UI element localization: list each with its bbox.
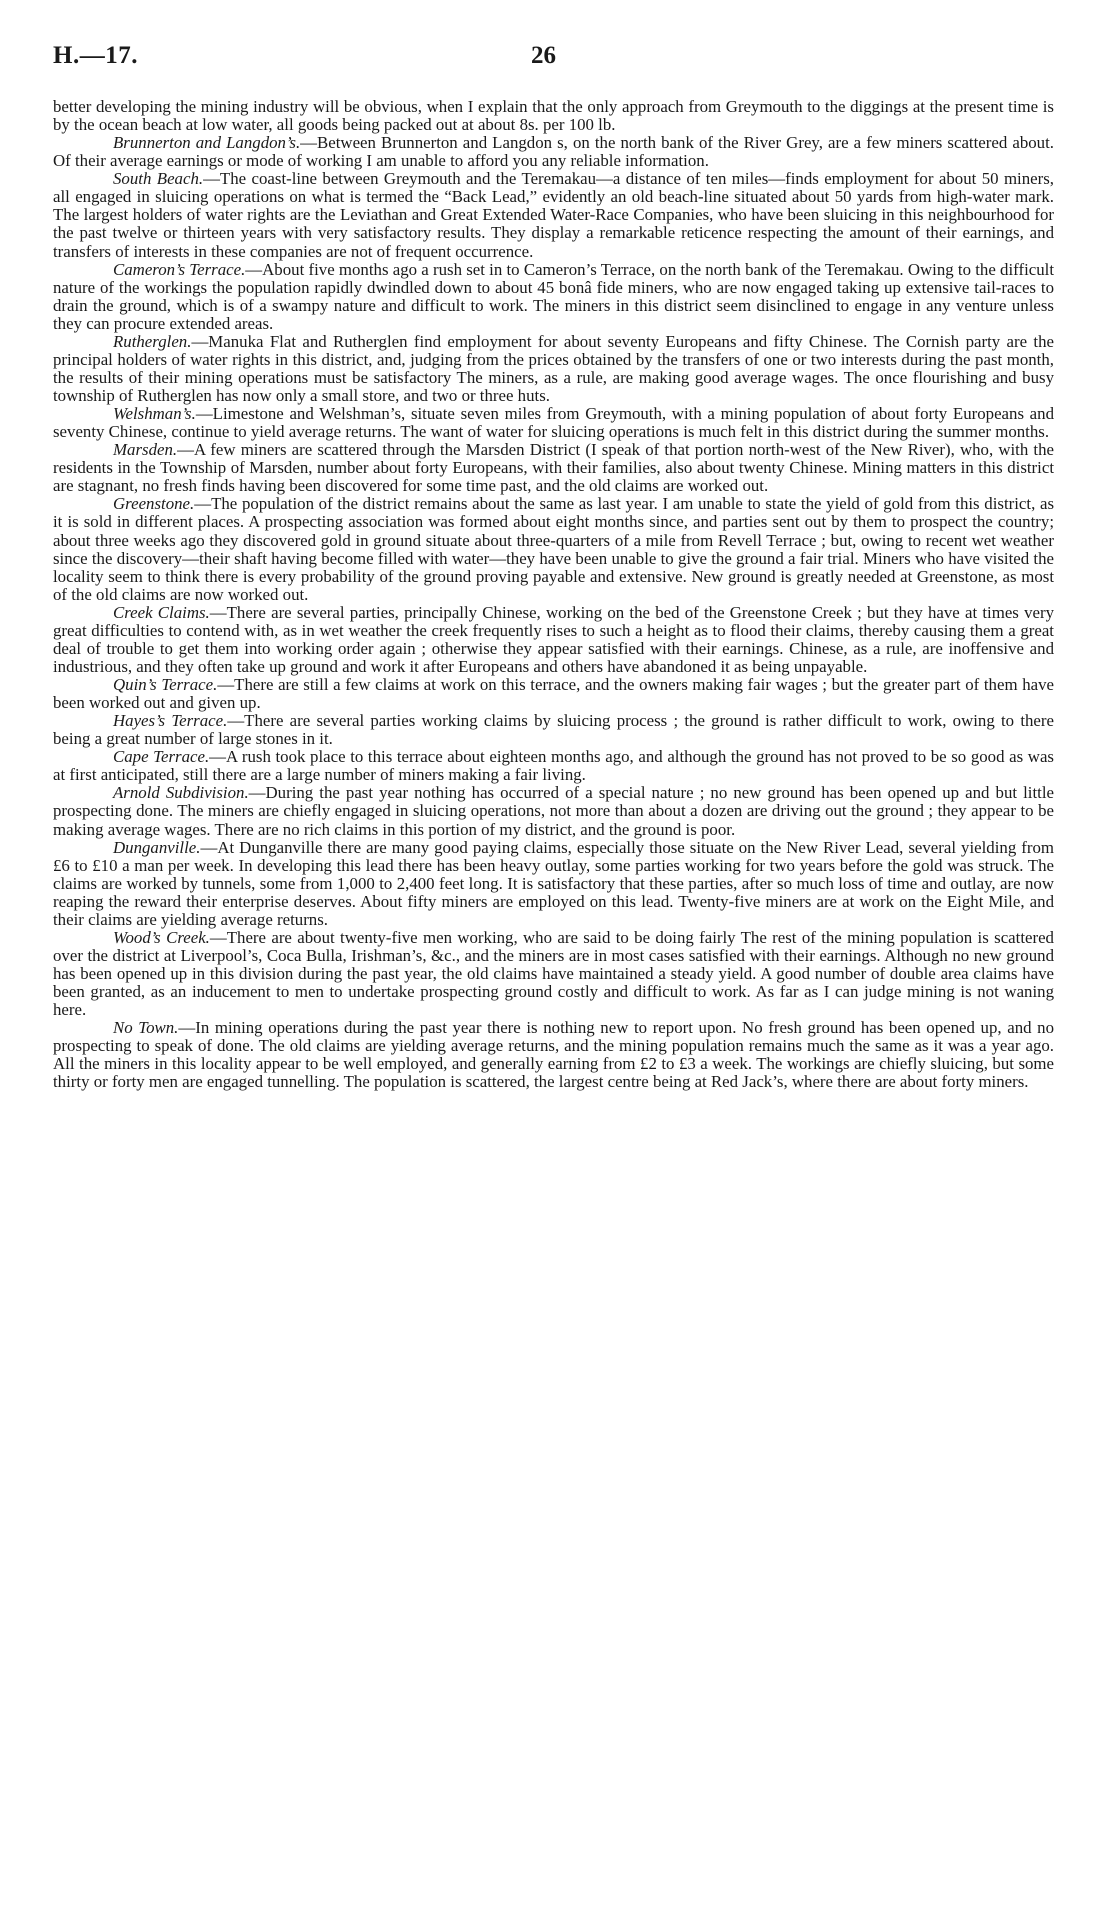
- section-heading: Cameron’s Terrace.: [113, 259, 246, 279]
- section-south-beach: [53, 170, 1054, 260]
- page-header: [53, 0, 1054, 80]
- section-heading: Dunganville.: [113, 837, 201, 857]
- section-text: —A rush took place to this terrace about eighteen months ago, and although the ground has not proved to be so good as was at first anticipated, still there are a large number of miners making a fair living.: [53, 747, 1054, 785]
- section-heading: Welshman’s.: [113, 404, 196, 424]
- section-dunganville: [53, 839, 1054, 929]
- section-woods-creek: [53, 929, 1054, 1019]
- section-heading: Wood’s Creek.: [113, 927, 210, 947]
- section-greenstone: [53, 495, 1054, 603]
- section-text: —Between Brunnerton and Langdon s, on the north bank of the River Grey, are a few miners scattered about. Of their average earnings or mode of working I am unable to afford you any reliable information.: [53, 133, 1054, 171]
- section-text: —There are several parties working claims by sluicing process ; the ground is rather difficult to work, owing to there being a great number of large stones in it.: [53, 711, 1054, 749]
- section-camerons-terrace: [53, 261, 1054, 333]
- section-text: —Manuka Flat and Rutherglen find employment for about seventy Europeans and fifty Chinese. The Cornish party are the principal holders of water rights in this district, and, judging from the prices obtained by the transfers of one or two interests during the past month, the results of their mining operations must be satisfactory The miners, as a rule, are making good average wages. The once flourishing and busy township of Rutherglen has now only a small store, and two or three huts.: [53, 331, 1054, 405]
- section-rutherglen: [53, 333, 1054, 405]
- paragraph-continuation: [53, 98, 1054, 134]
- section-quins-terrace: [53, 676, 1054, 712]
- section-text: —Limestone and Welshman’s, situate seven miles from Greymouth, with a mining population of about forty Europeans and seventy Chinese, continue to yield average returns. The want of water for sluicing operations is much felt in this district during the summer months.: [53, 404, 1054, 442]
- section-text: —The coast-line between Greymouth and the Teremakau—a distance of ten miles—finds employment for about 50 miners, all engaged in sluicing operations on what is termed the “Back Lead,” evidently an old beach-line situated about 50 yards from high-water mark. The largest holders of water rights are the Leviathan and Great Extended Water-Race Companies, who have been sluicing in this neighbourhood for the past twelve or thirteen years with very satisfactory results. They display a remarkable reticence respecting the amount of their earnings, and transfers of interests in these companies are not of frequent occurrence.: [53, 169, 1055, 261]
- section-heading: South Beach.: [113, 169, 204, 189]
- section-brunnerton: [53, 134, 1054, 170]
- section-text: —A few miners are scattered through the Marsden District (I speak of that portion north-west of the New River), who, with the residents in the Township of Marsden, number about forty Europeans, with their families, also about twenty Chinese. Mining matters in this district are stagnant, no fresh finds having been discovered for some time past, and the old claims are worked out.: [53, 440, 1054, 496]
- section-text: —There are several parties, principally Chinese, working on the bed of the Greenstone Creek ; but they have at times very great difficulties to contend with, as in wet weather the creek frequently rises to such a height as to flood their claims, thereby causing them a great deal of trouble to get them into working order again ; otherwise they appear satisfied with their earnings. Chinese, as a rule, are inoffensive and industrious, and they often take up ground and work it after Europeans and others have abandoned it as being unpayable.: [53, 602, 1054, 676]
- section-heading: Greenstone.: [113, 494, 195, 514]
- document-page: [53, 0, 1055, 1092]
- section-heading: Hayes’s Terrace.: [113, 711, 228, 731]
- section-heading: No Town.: [113, 1018, 179, 1038]
- section-text: —During the past year nothing has occurred of a special nature ; no new ground has been opened up and but little prospecting done. The miners are chiefly engaged in sluicing operations, not more than about a dozen are driving out the ground ; they appear to be making average wages. There are no rich claims in this portion of my district, and the ground is poor.: [53, 783, 1054, 839]
- section-text: —There are still a few claims at work on this terrace, and the owners making fair wages ; but the greater part of them have been worked out and given up.: [53, 675, 1054, 713]
- section-hayess-terrace: [53, 712, 1054, 748]
- document-body: [53, 98, 1054, 1091]
- section-no-town: [53, 1019, 1054, 1091]
- section-text: —In mining operations during the past year there is nothing new to report upon. No fresh ground has been opened up, and no prospecting to speak of done. The old claims are yielding average returns, and the mining population remains much the same as it was a year ago. All the miners in this locality appear to be well employed, and generally earning from £2 to £3 a week. The workings are chiefly sluicing, but some thirty or forty men are engaged tunnelling. The population is scattered, the largest centre being at Red Jack’s, where there are about forty miners.: [53, 1018, 1054, 1092]
- page-number: 26: [531, 42, 556, 69]
- section-heading: Quin’s Terrace.: [113, 675, 218, 694]
- section-text: —The population of the district remains about the same as last year. I am unable to state the yield of gold from this district, as it is sold in different places. A prospecting association was formed about eight months since, and parties sent out by them to prospect the country; about three weeks ago they discovered gold in ground situate about three-quarters of a mile from Revell Terrace ; but, owing to recent wet weather since the discovery—their shaft having become filled with water—they have been unable to give the ground a fair trial. Miners who have visited the locality seem to think there is every probability of the ground proving payable and extensive. New ground is greatly needed at Greenstone, as most of the old claims are now worked out.: [53, 494, 1054, 604]
- document-code: H.—17.: [53, 42, 138, 69]
- section-arnold-subdivision: [53, 784, 1054, 838]
- section-heading: Cape Terrace.: [113, 747, 210, 767]
- section-welshmans: [53, 405, 1054, 441]
- section-heading: Arnold Subdivision.: [113, 783, 249, 803]
- section-cape-terrace: [53, 748, 1054, 784]
- section-text: —There are about twenty-five men working, who are said to be doing fairly The rest of the mining population is scattered over the district at Liverpool’s, Coca Bulla, Irishman’s, &c., and the miners are in most cases satisfied with their earnings. Although no new ground has been opened up in this division during the past year, the old claims have maintained a steady yield. A good number of double area claims have been granted, as an inducement to men to undertake prospecting ground costly and difficult to work. As far as I can judge mining is not waning here.: [53, 927, 1054, 1020]
- section-text: —At Dunganville there are many good paying claims, especially those situate on the New River Lead, several yielding from £6 to £10 a man per week. In developing this lead there has been heavy outlay, some parties working for two years before the gold was struck. The claims are worked by tunnels, some from 1,000 to 2,400 feet long. It is satisfactory that these parties, after so much loss of time and outlay, are now reaping the reward their enterprise deserves. About fifty miners are employed on this lead. Twenty-five miners are at work on the Eight Mile, and their claims are yielding average returns.: [53, 837, 1054, 929]
- section-heading: Rutherglen.: [113, 331, 192, 351]
- section-marsden: [53, 441, 1054, 495]
- section-heading: Marsden.: [113, 440, 178, 460]
- section-heading: Brunnerton and Langdon’s.: [113, 133, 301, 153]
- section-text: —About five months ago a rush set in to Cameron’s Terrace, on the north bank of the Teremakau. Owing to the difficult nature of the workings the population rapidly dwindled down to about 45 bonâ fide miners, who are now engaged taking up extensive tail-races to drain the ground, which is of a swampy nature and difficult to work. The miners in this district seem disinclined to engage in any venture unless they can procure extended areas.: [53, 259, 1055, 333]
- section-creek-claims: [53, 604, 1054, 676]
- section-heading: Creek Claims.: [113, 602, 210, 622]
- paragraph-text: better developing the mining industry will be obvious, when I explain that the only approach from Greymouth to the diggings at the present time is by the ocean beach at low water, all goods being packed out at about 8s. per 100 lb.: [53, 97, 1054, 135]
